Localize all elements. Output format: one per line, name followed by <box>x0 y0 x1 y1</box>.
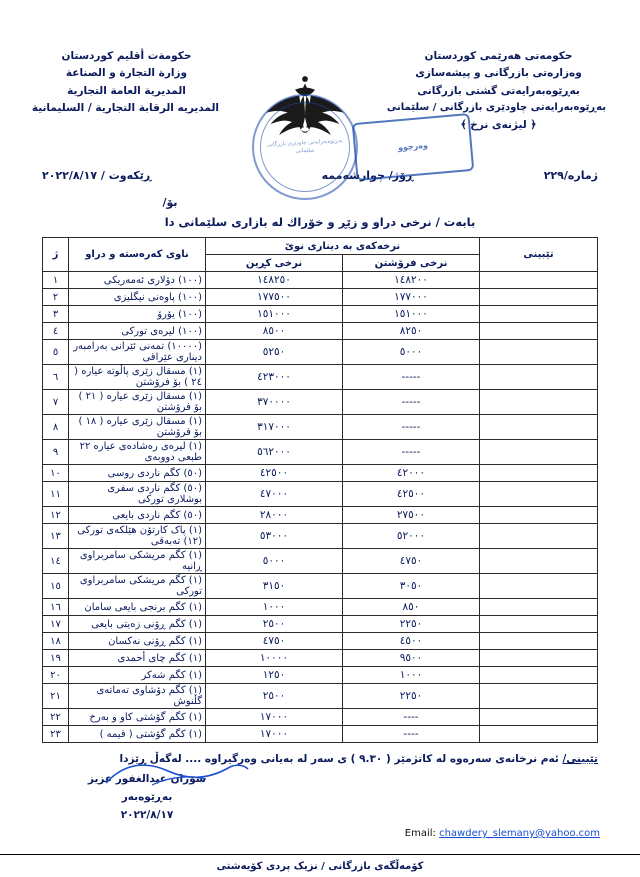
cell-note <box>480 365 598 390</box>
table-row <box>43 340 598 365</box>
contact-email <box>405 828 600 839</box>
signature-date: ٢٠٢٢/٨/١٧ <box>120 808 174 821</box>
document-header <box>0 0 640 163</box>
cell-name: (١) کگم مریشکى سامربراوى تورکى <box>69 574 206 599</box>
table-header-row-1 <box>43 238 598 255</box>
cell-retail: ٤٧٠٠٠ <box>206 482 343 507</box>
table-row <box>43 574 598 599</box>
cell-retail: ٤٢٣٠٠٠ <box>206 365 343 390</box>
col-header-name: ناوى کەرەستە و دراو <box>69 238 206 272</box>
cell-retail: ١٠٠٠٠ <box>206 650 343 667</box>
cell-no: ١٠ <box>43 465 69 482</box>
received-stamp: وەرچوو <box>352 113 475 181</box>
footer-address-text: کۆمەڵگەى بازرگانى / نزیک پردى کۆیەشتى <box>216 860 424 872</box>
header-arabic-block <box>31 48 219 117</box>
cell-no: ١٦ <box>43 599 69 616</box>
cell-wholesale: ٢٢٥٠ <box>343 616 480 633</box>
cell-note <box>480 306 598 323</box>
cell-note <box>480 633 598 650</box>
price-table-body <box>43 272 598 743</box>
document-number: ژمارە/٢٢٩ <box>543 169 598 182</box>
header-arabic-line-1: حكومةت أقليم كوردستان <box>61 50 192 62</box>
email-label: Email: <box>404 828 436 839</box>
cell-wholesale: ٤٢٥٠٠ <box>343 482 480 507</box>
cell-retail: ٢٨٠٠٠ <box>206 507 343 524</box>
header-kurdish-line-1: حكومەتى هەرێمى كوردستان <box>424 50 573 62</box>
cell-name: (١) پاک کارتۆن هێلکەى تورکى (١٢) تەبەقى <box>69 524 206 549</box>
table-row <box>43 507 598 524</box>
footer-note-text: ئەم نرخانەى سەرەوە لە کاتژمێر ( ٩.٣٠ ) ى سەر لە بەیانى وەرگیراوە .... لەگەڵ ڕێزدا <box>119 753 559 765</box>
table-row <box>43 365 598 390</box>
cell-wholesale: ----- <box>343 415 480 440</box>
cell-retail: ١٧٧٥٠٠ <box>206 289 343 306</box>
cell-retail: ٢٥٠٠ <box>206 616 343 633</box>
cell-note <box>480 726 598 743</box>
table-row <box>43 650 598 667</box>
cell-name: (٥٠) کگم ناردى روسى <box>69 465 206 482</box>
cell-wholesale: ١٧٧٠٠٠ <box>343 289 480 306</box>
cell-retail: ٥٦٢٠٠٠ <box>206 440 343 465</box>
cell-wholesale: ----- <box>343 390 480 415</box>
header-kurdish-line-4: بەڕێوەبەرایەتى چاودێرى بازرگانى / سلێمانى <box>386 101 606 113</box>
cell-no: ١٧ <box>43 616 69 633</box>
cell-no: ٢ <box>43 289 69 306</box>
cell-name: (٥٠) کگم ناردى بایعى <box>69 507 206 524</box>
cell-name: (١) کگم گۆشتى ( قیمە ) <box>69 726 206 743</box>
cell-note <box>480 340 598 365</box>
cell-no: ٩ <box>43 440 69 465</box>
cell-no: ١٨ <box>43 633 69 650</box>
table-row <box>43 482 598 507</box>
table-row <box>43 390 598 415</box>
table-row <box>43 633 598 650</box>
kurdistan-emblem <box>250 48 360 163</box>
cell-wholesale: ٢٢٥٠ <box>343 684 480 709</box>
cell-no: ٧ <box>43 390 69 415</box>
cell-name: (١) کگم چاى أحمدى <box>69 650 206 667</box>
cell-wholesale: ---- <box>343 709 480 726</box>
col-header-group: نرخەکەى بە دینارى نوێ <box>206 238 480 255</box>
signature-name: سۆران عبدالغفور عزیز <box>87 773 207 785</box>
footer-address-bar <box>0 854 640 877</box>
cell-note <box>480 574 598 599</box>
signature-title: بەڕێوەبەر <box>121 790 173 803</box>
document-day: ڕۆژ/ چوارشەممە <box>321 169 414 182</box>
cell-wholesale: ---- <box>343 726 480 743</box>
cell-name: (١) کگم برنجى بایعى سامان <box>69 599 206 616</box>
cell-note <box>480 709 598 726</box>
table-row <box>43 524 598 549</box>
cell-retail: ٥٣٠٠٠ <box>206 524 343 549</box>
table-row <box>43 415 598 440</box>
cell-retail: ١٢٥٠ <box>206 667 343 684</box>
cell-wholesale: ٥٠٠٠ <box>343 340 480 365</box>
cell-name: (١) لیرەى رەشادەى عیارە ٢٢ طبعى دووبەى <box>69 440 206 465</box>
cell-retail: ٤٢٥٠٠ <box>206 465 343 482</box>
table-row <box>43 289 598 306</box>
cell-note <box>480 390 598 415</box>
table-row <box>43 726 598 743</box>
cell-note <box>480 323 598 340</box>
cell-retail: ١٧٠٠٠ <box>206 709 343 726</box>
header-kurdish-line-3: بەڕێوەبەرایەتى گشتى بازرگانى <box>417 84 580 97</box>
cell-no: ٦ <box>43 365 69 390</box>
addressee-label: بۆ/ <box>162 196 178 209</box>
cell-wholesale: ٩٥٠٠ <box>343 650 480 667</box>
col-header-retail: نرخى کڕین <box>206 255 343 272</box>
cell-retail: ٣١٧٠٠٠ <box>206 415 343 440</box>
cell-note <box>480 524 598 549</box>
email-link[interactable]: chawdery_slemany@yahoo.com <box>439 828 600 839</box>
cell-note <box>480 599 598 616</box>
cell-no: ٢٠ <box>43 667 69 684</box>
table-row <box>43 465 598 482</box>
seal-text: بەڕێوەبەرایەتى چاودێرى بازرگانى سلێمانى <box>266 137 343 155</box>
cell-retail: ٣١٥٠ <box>206 574 343 599</box>
cell-wholesale: ٤٢٠٠٠ <box>343 465 480 482</box>
signature <box>42 771 252 825</box>
cell-name: (١) مسقال زێرى عیارە ( ١٨ ) بۆ فرۆشتن <box>69 415 206 440</box>
handwritten-signature-icon <box>102 759 252 793</box>
cell-no: ٣ <box>43 306 69 323</box>
cell-retail: ٥٠٠٠ <box>206 549 343 574</box>
cell-wholesale: ----- <box>343 440 480 465</box>
cell-note <box>480 684 598 709</box>
header-arabic-line-4: المديريه الرقابة التجارية / السليمانية <box>31 101 219 114</box>
cell-retail: ١٠٠٠ <box>206 599 343 616</box>
cell-no: ١٩ <box>43 650 69 667</box>
official-seal <box>252 94 358 200</box>
cell-no: ٢١ <box>43 684 69 709</box>
cell-note <box>480 289 598 306</box>
cell-wholesale: ٤٧٥٠ <box>343 549 480 574</box>
cell-no: ١٤ <box>43 549 69 574</box>
cell-name: (١٠٠) لیرەى تورکى <box>69 323 206 340</box>
cell-no: ٥ <box>43 340 69 365</box>
cell-no: ٢٢ <box>43 709 69 726</box>
cell-note <box>480 482 598 507</box>
cell-wholesale: ١٠٠٠ <box>343 667 480 684</box>
cell-name: (١) مسقال زێرى پاڵوتە عیارە ( ٢٤ ) بۆ فرۆشتن <box>69 365 206 390</box>
cell-note <box>480 616 598 633</box>
cell-retail: ٢٥٠٠ <box>206 684 343 709</box>
cell-note <box>480 415 598 440</box>
footer-note-label: تێبینى/ <box>562 753 598 765</box>
cell-note <box>480 272 598 289</box>
table-row <box>43 306 598 323</box>
cell-note <box>480 549 598 574</box>
cell-name: (٥٠) کگم ناردى سفرى بوشلارى تورکى <box>69 482 206 507</box>
table-row <box>43 599 598 616</box>
col-header-wholesale: نرخى فرۆشتن <box>343 255 480 272</box>
table-row <box>43 272 598 289</box>
cell-name: (١) مسقال زێرى عیارە ( ٢١ ) بۆ فرۆشتن <box>69 390 206 415</box>
cell-name: (١٠٠٠٠) تمەنى ئێرانى بەرامبەر دینارى عێراقى <box>69 340 206 365</box>
cell-retail: ١٧٠٠٠ <box>206 726 343 743</box>
header-kurdish-line-2: وەزارەتى بازرگانى و پیشەسازى <box>415 67 582 80</box>
cell-name: (١٠٠) پاوەنى نیگلیزى <box>69 289 206 306</box>
cell-no: ٨ <box>43 415 69 440</box>
cell-wholesale: ٨٥٠ <box>343 599 480 616</box>
cell-name: (١) کگم دۆشاوى تەماتەى گڵنوش <box>69 684 206 709</box>
table-row <box>43 323 598 340</box>
cell-wholesale: ٤٥٠٠ <box>343 633 480 650</box>
col-header-no: ژ <box>43 238 69 272</box>
cell-name: (١٠٠) دۆلارى ئەمەریکى <box>69 272 206 289</box>
header-arabic-line-2: وزارة التجارة و الصناعة <box>65 67 188 80</box>
cell-note <box>480 465 598 482</box>
table-row <box>43 684 598 709</box>
cell-wholesale: ١٤٨٢٠٠ <box>343 272 480 289</box>
cell-retail: ٣٧٠٠٠٠ <box>206 390 343 415</box>
table-row <box>43 709 598 726</box>
cell-note <box>480 507 598 524</box>
cell-no: ١٢ <box>43 507 69 524</box>
header-kurdish-line-5: ﴿ لیژنەى نرخ ﴾ <box>460 119 537 132</box>
cell-name: (١٠٠) یۆرۆ <box>69 306 206 323</box>
cell-wholesale: ٨٢٥٠ <box>343 323 480 340</box>
cell-no: ١١ <box>43 482 69 507</box>
table-row <box>43 616 598 633</box>
cell-wholesale: ١٥١٠٠٠ <box>343 306 480 323</box>
cell-wholesale: ٢٧٥٠٠ <box>343 507 480 524</box>
header-arabic-line-3: المديرية العامة التجارية <box>67 84 186 97</box>
table-row <box>43 549 598 574</box>
cell-retail: ٨٥٠٠ <box>206 323 343 340</box>
cell-name: (١) کگم ڕۆنى نەکسان <box>69 633 206 650</box>
table-row <box>43 667 598 684</box>
cell-retail: ١٥١٠٠٠ <box>206 306 343 323</box>
cell-name: (١) کگم گۆشتى کاو و بەرخ <box>69 709 206 726</box>
cell-note <box>480 667 598 684</box>
cell-no: ١٥ <box>43 574 69 599</box>
cell-note <box>480 440 598 465</box>
cell-no: ١ <box>43 272 69 289</box>
cell-name: (١) کگم شەکر <box>69 667 206 684</box>
table-row <box>43 440 598 465</box>
cell-name: (١) کگم ڕۆنى زەیتى بایعى <box>69 616 206 633</box>
cell-no: ٢٣ <box>43 726 69 743</box>
cell-no: ٤ <box>43 323 69 340</box>
cell-wholesale: ٣٠٥٠ <box>343 574 480 599</box>
document-date: ڕێکەوت / ٢٠٢٢/٨/١٧ <box>42 169 152 182</box>
price-table-head <box>43 238 598 272</box>
price-table <box>42 237 598 743</box>
cell-retail: ٥٢٥٠ <box>206 340 343 365</box>
col-header-note: تێبینى <box>480 238 598 272</box>
cell-wholesale: ----- <box>343 365 480 390</box>
cell-no: ١٣ <box>43 524 69 549</box>
cell-retail: ١٤٨٢٥٠ <box>206 272 343 289</box>
page-title: بابەت / نرخى دراو و زێڕ و خۆراك لە بازارى سلێمانى دا <box>164 215 476 229</box>
cell-name: (١) کگم مریشکى سامربراوى ڕانیە <box>69 549 206 574</box>
cell-retail: ٤٧٥٠ <box>206 633 343 650</box>
signature-block <box>0 771 640 851</box>
cell-note <box>480 650 598 667</box>
cell-wholesale: ٥٢٠٠٠ <box>343 524 480 549</box>
